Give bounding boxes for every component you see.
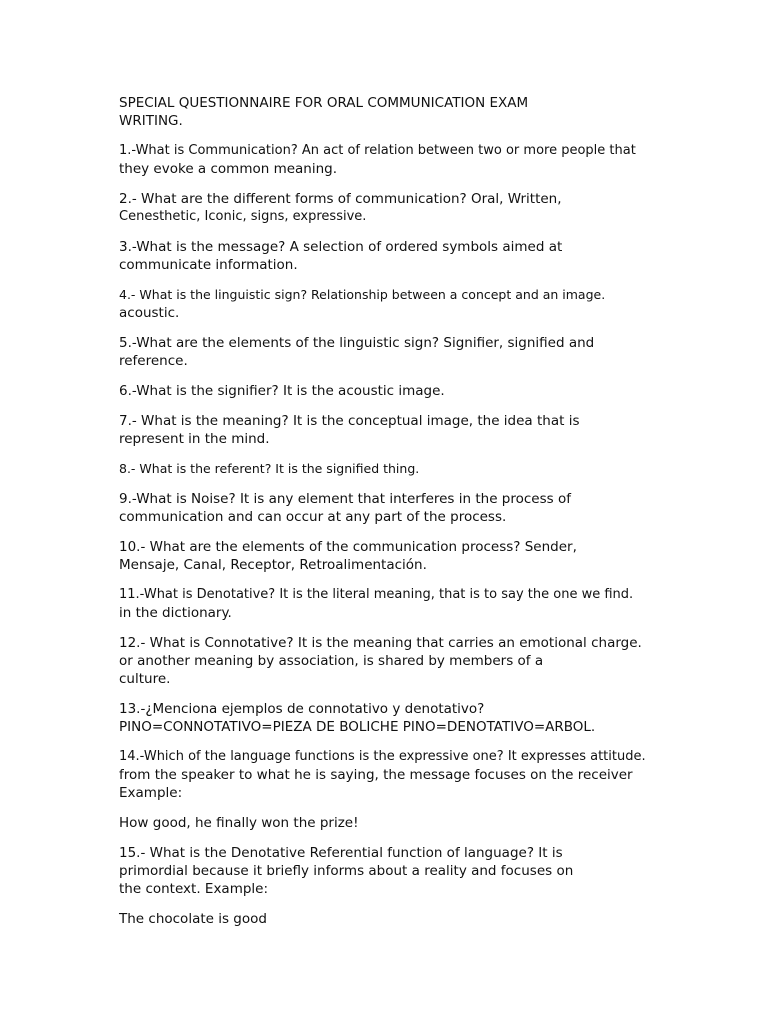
question-12 <box>119 634 679 688</box>
question-line: Mensaje, Canal, Receptor, Retroalimentación. <box>119 557 427 573</box>
question-2 <box>119 190 679 226</box>
question-9 <box>119 490 679 526</box>
question-line: they evoke a common meaning. <box>119 161 338 177</box>
question-line: 11.-What is Denotative? It is the literal meaning, that is to say the one we find. <box>119 587 634 602</box>
question-7 <box>119 412 679 448</box>
question-line: 2.- What are the different forms of communication? Oral, Written, <box>119 191 562 207</box>
question-11 <box>119 586 679 622</box>
question-15 <box>119 844 679 898</box>
question-line: 5.-What are the elements of the linguistic sign? Signifier, signified and <box>119 335 595 351</box>
question-8 <box>119 460 679 478</box>
example-line: The chocolate is good <box>119 911 267 927</box>
question-line: reference. <box>119 353 188 369</box>
question-line: communication and can occur at any part of the process. <box>119 509 507 525</box>
question-5 <box>119 334 679 370</box>
document-page <box>119 94 679 940</box>
question-14-example <box>119 814 679 832</box>
question-line: PINO=CONNOTATIVO=PIEZA DE BOLICHE PINO=DENOTATIVO=ARBOL. <box>119 719 596 735</box>
question-line: represent in the mind. <box>119 431 270 447</box>
question-line: the context. Example: <box>119 881 269 897</box>
question-line: 4.- What is the linguistic sign? Relationship between a concept and an image. <box>119 287 606 302</box>
question-line: 15.- What is the Denotative Referential function of language? It is <box>119 845 563 861</box>
question-line: or another meaning by association, is shared by members of a <box>119 653 544 669</box>
question-line: 9.-What is Noise? It is any element that interferes in the process of <box>119 491 571 507</box>
question-line: in the dictionary. <box>119 605 232 621</box>
question-1 <box>119 142 679 178</box>
question-3 <box>119 238 679 274</box>
question-line: 12.- What is Connotative? It is the meaning that carries an emotional charge. <box>119 635 642 651</box>
question-line: Cenesthetic, Iconic, signs, expressive. <box>119 209 367 224</box>
question-6 <box>119 382 679 400</box>
title-line: WRITING. <box>119 113 183 129</box>
question-line: primordial because it briefly informs about a reality and focuses on <box>119 863 574 879</box>
question-line: Example: <box>119 785 183 801</box>
question-line: 1.-What is Communication? An act of relation between two or more people that <box>119 143 636 158</box>
question-line: culture. <box>119 671 171 687</box>
question-10 <box>119 538 679 574</box>
question-15-example <box>119 910 679 928</box>
question-13 <box>119 700 679 736</box>
question-line: 10.- What are the elements of the communication process? Sender, <box>119 539 577 555</box>
question-line: 6.-What is the signifier? It is the acoustic image. <box>119 383 445 399</box>
question-line: 8.- What is the referent? It is the signified thing. <box>119 461 420 476</box>
question-line: 14.-Which of the language functions is the expressive one? It expresses attitude. <box>119 749 646 764</box>
title-line: SPECIAL QUESTIONNAIRE FOR ORAL COMMUNICATION EXAM <box>119 95 529 111</box>
question-line: communicate information. <box>119 257 298 273</box>
question-line: acoustic. <box>119 305 180 321</box>
question-line: 7.- What is the meaning? It is the conceptual image, the idea that is <box>119 413 580 429</box>
question-line: from the speaker to what he is saying, the message focuses on the receiver <box>119 767 633 783</box>
question-4 <box>119 286 679 322</box>
document-title <box>119 94 679 130</box>
question-14 <box>119 748 679 802</box>
question-line: 3.-What is the message? A selection of ordered symbols aimed at <box>119 239 563 255</box>
question-line: 13.-¿Menciona ejemplos de connotativo y denotativo? <box>119 701 485 717</box>
example-line: How good, he finally won the prize! <box>119 815 359 831</box>
